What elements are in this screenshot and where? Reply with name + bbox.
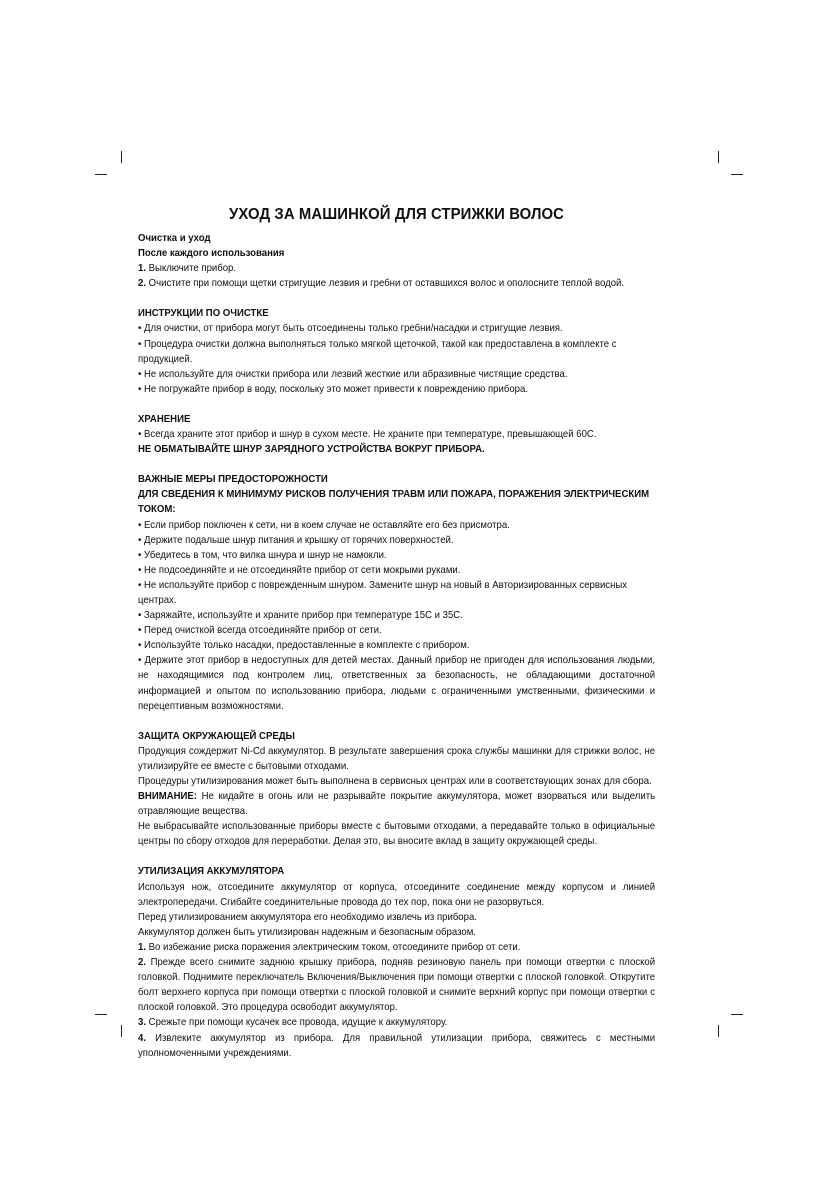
section-heading: ИНСТРУКЦИИ ПО ОЧИСТКЕ [138,308,269,320]
warning-label: ВНИМАНИЕ: [138,791,197,803]
paragraph: Используя нож, отсоедините аккумулятор от корпуса, отсоедините соединение между корпусом и линией электропередачи. Сгибайте соединительные провода до тех пор, пока они не разорвуться. [138,881,656,908]
section-heading: УТИЛИЗАЦИЯ АККУМУЛЯТОРА [138,866,285,878]
crop-mark [718,151,719,163]
step-item [138,1031,655,1061]
step-text: Во избежание риска поражения электрическим током, отсоедините прибор от сети. [145,941,521,953]
paragraph: Перед утилизированием аккумулятора его необходимо извлечь из прибора. [138,911,477,923]
section-safety [138,472,655,714]
step-item [138,940,655,955]
step-number: 2. [138,278,146,290]
bullet-item: • Для очистки, от прибора могут быть отсоединены только гребни/насадки и стригущие лезвия. [138,323,563,335]
document-body [138,205,655,1076]
warning-text: НЕ ОБМАТЫВАЙТЕ ШНУР ЗАРЯДНОГО УСТРОЙСТВА ВОКРУГ ПРИБОРА. [138,444,485,456]
section-heading: ЗАЩИТА ОКРУЖАЮЩЕЙ СРЕДЫ [138,730,295,742]
crop-mark [731,174,743,175]
bullet-item: • Если прибор поключен к сети, ни в коем случае не оставляйте его без присмотра. [138,519,510,531]
bullet-item: • Не погружайте прибор в воду, поскольку это может привести к повреждению прибора. [138,383,528,395]
section-subheading: После каждого использования [138,248,285,260]
bullet-item: • Используйте только насадки, предоставленные в комплекте с прибором. [138,640,470,652]
section-cleaning-instructions [138,306,655,397]
paragraph: Продукция сождержит Ni-Cd аккумулятор. В результате завершения срока службы машинки для стрижки волос, не утилизируйте ее вместе с бытовыми отходами. [138,745,656,772]
step-text: Срежьте при помощи кусачек все провода, идущие к аккумулятору. [145,1017,448,1029]
step-number: 3. [138,1017,146,1029]
section-battery-disposal [138,864,655,1060]
bullet-item: • Держите этот прибор в недоступных для детей местах. Данный прибор не пригоден для использования людьми, не находящимися под контролем лиц, ответственных за безопасность, не обладающими достаточной информацией и опытом по использованию прибора, людьми с ограниченными умственными, физическими и перецептивным возможностями. [138,655,656,712]
step-text: Прежде всего снимите заднюю крышку прибора, подняв резиновую панель при помощи отвертки с плоской головкой. Поднимите переключатель Включения/Выключения при помощи отвертки с плоской головкой. Открутите болт верхнего корпуса при помощи отвертки с плоской головкой и снимите верхний корпус при помощи отвертки с плоской головкой. Это процедура освободит аккумулятор. [138,957,656,1014]
step-number: 2. [138,957,146,969]
section-heading: ХРАНЕНИЕ [138,413,191,425]
bullet-item: • Держите подальше шнур питания и крышку от горячих поверхностей. [138,534,454,546]
crop-mark [121,151,122,163]
crop-mark [95,1014,107,1015]
step-text: Извлеките аккумулятор из прибора. Для правильной утилизации прибора, свяжитесь с местными уполномоченными учреждениями. [138,1032,656,1059]
bullet-item: • Не подсоединяйте и не отсоединяйте прибор от сети мокрыми руками. [138,564,461,576]
step-number: 4. [138,1032,146,1044]
step-item [138,261,655,276]
page-title: УХОД ЗА МАШИНКОЙ ДЛЯ СТРИЖКИ ВОЛОС [229,206,565,223]
bullet-item: • Заряжайте, используйте и храните прибор при температуре 15С и 35С. [138,610,463,622]
section-environment [138,729,655,850]
step-item [138,955,655,1015]
crop-mark [718,1025,719,1037]
crop-mark [731,1014,743,1015]
bullet-item: • Процедура очистки должна выполняться только мягкой щеточкой, такой как предоставлена в комплекте с продукцией. [138,338,617,365]
paragraph: Не выбрасывайте использованные приборы вместе с бытовыми отходами, а передавайте только в официальные центры по сбору отходов для переработки. Делая это, вы вносите вклад в защиту окружающей среды. [138,821,656,848]
bullet-item: • Перед очисткой всегда отсоединяйте прибор от сети. [138,625,382,637]
bullet-item: • Всегда храните этот прибор и шнур в сухом месте. Не храните при температуре, превышающей 60С. [138,429,597,441]
step-text: Выключите прибор. [145,263,237,275]
section-storage [138,412,655,457]
crop-mark [95,174,107,175]
bullet-item: • Не используйте для очистки прибора или лезвий жесткие или абразивные чистящие средства. [138,368,568,380]
step-item [138,276,655,291]
step-text: Очистите при помощи щетки стригущие лезвия и гребни от оставшихся волос и ополосните теплой водой. [145,278,625,290]
section-heading: Очистка и уход [138,233,211,244]
section-heading: ВАЖНЫЕ МЕРЫ ПРЕДОСТОРОЖНОСТИ [138,474,328,486]
crop-mark [121,1025,122,1037]
step-item [138,1015,655,1030]
warning-text: Не кидайте в огонь или не разрывайте покрытие аккумулятора, может взорваться или выделить отравляющие вещества. [138,791,656,818]
section-cleaning-care [138,231,655,291]
step-number: 1. [138,263,146,275]
bullet-item: • Убедитесь в том, что вилка шнура и шнур не намокли. [138,549,387,561]
bullet-item: • Не используйте прибор с поврежденным шнуром. Замените шнур на новый в Авторизированных сервисных центрах. [138,579,628,606]
section-subheading: ДЛЯ СВЕДЕНИЯ К МИНИМУМУ РИСКОВ ПОЛУЧЕНИЯ ТРАВМ ИЛИ ПОЖАРА, ПОРАЖЕНИЯ ЭЛЕКТРИЧЕСКИМ ТОКОМ: [138,489,650,516]
paragraph [138,789,655,819]
paragraph: Аккумулятор должен быть утилизирован надежным и безопасным образом. [138,926,476,938]
step-number: 1. [138,941,146,953]
paragraph: Процедуры утилизирования может быть выполнена в сервисных центрах или в соответствующих зонах для сбора. [138,776,652,787]
